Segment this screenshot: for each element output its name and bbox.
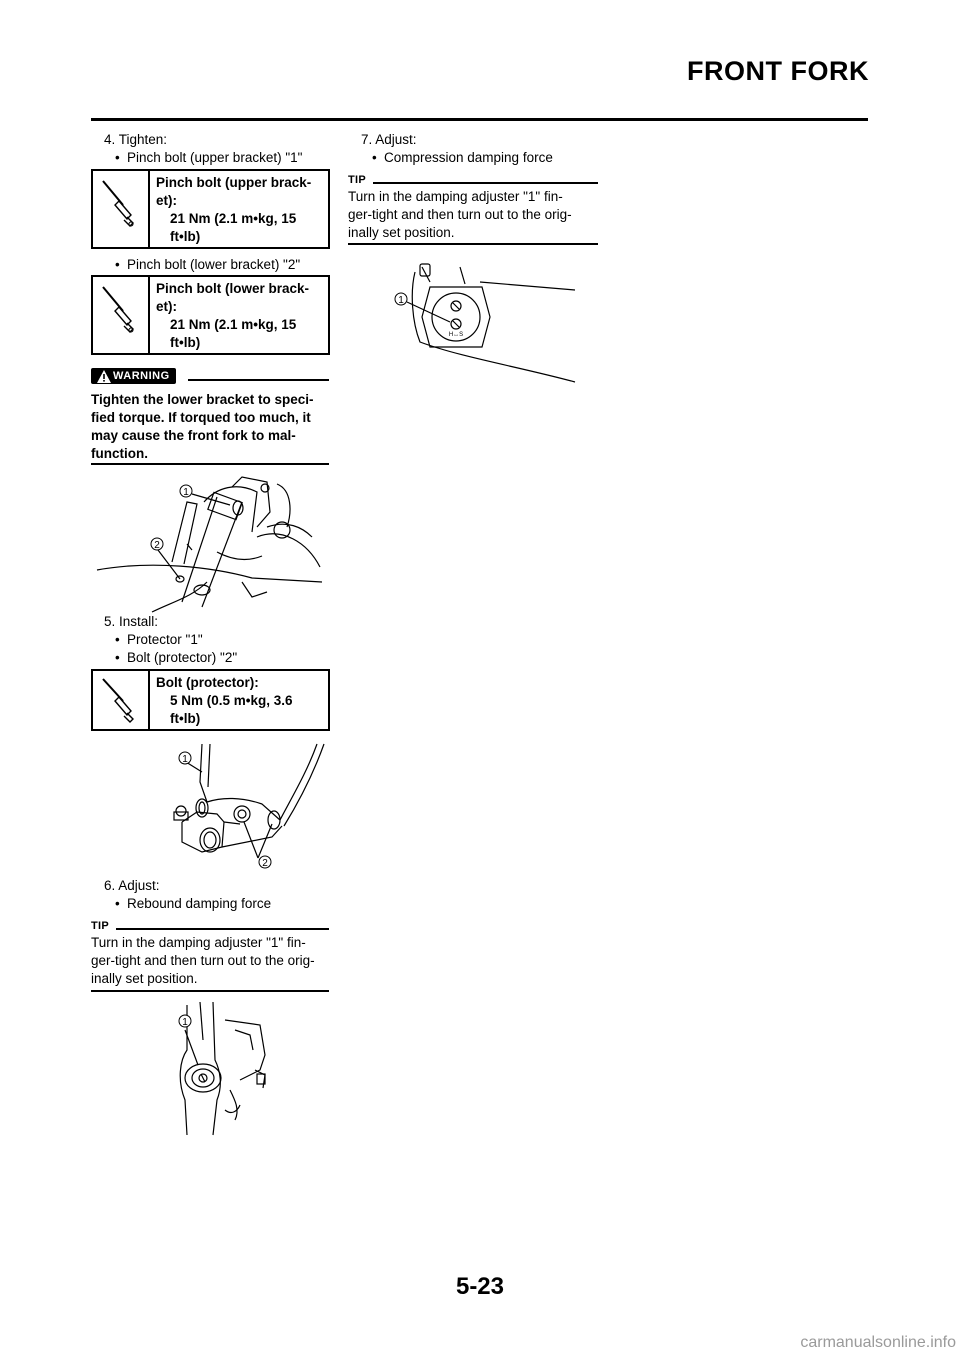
tip-line-3: inally set position. [348,225,455,240]
spec-title-line-2: et): [156,299,177,314]
header-rule [91,118,868,121]
compression-adjuster-illustration [390,262,580,387]
fork-bracket-illustration [92,472,332,612]
tip-text [348,188,572,242]
step-4-bullet-2: • Pinch bolt (lower bracket) "2" [127,256,300,274]
warning-line-1: Tighten the lower bracket to speci- [91,392,314,407]
watermark: carmanualsonline.info [800,1334,956,1351]
step-5-bullet-2: • Bolt (protector) "2" [127,649,237,667]
warning-line-2: fied torque. If torqued too much, it [91,410,311,425]
callout-1: 1 [182,754,188,765]
tip-label: TIP [91,920,110,932]
spec-title-line-1: Pinch bolt (upper brack- [156,175,312,190]
spec-value-line-2: ft•lb) [170,711,201,726]
torque-wrench-icon [93,171,150,247]
tip-line-1: Turn in the damping adjuster "1" fin- [348,189,563,204]
warning-text [91,391,314,463]
step-5-label: 5. Install: [104,614,159,629]
step-7-label: 7. Adjust: [361,132,417,147]
spec-value-line-1: 21 Nm (2.1 m•kg, 15 [170,211,297,226]
spec-value-line-1: 21 Nm (2.1 m•kg, 15 [170,317,297,332]
page-title: FRONT FORK [687,56,869,86]
torque-spec-upper-bracket [91,169,330,249]
warning-triangle-icon [97,370,111,383]
fork-protector-illustration [162,742,332,872]
tip-line-2: ger-tight and then turn out to the orig- [348,207,572,222]
torque-spec-lower-bracket [91,275,330,355]
warning-top-rule [188,379,329,381]
warning-label: WARNING [113,370,170,382]
step-6-bullet-1: • Rebound damping force [127,895,271,913]
tip-bottom-rule [348,243,598,245]
step-4-bullet-1: • Pinch bolt (upper bracket) "1" [127,149,302,167]
callout-2: 2 [154,540,160,551]
warning-bottom-rule [91,463,329,465]
torque-wrench-icon [93,671,150,729]
spec-value-line-2: ft•lb) [170,229,201,244]
tip-line-2: ger-tight and then turn out to the orig- [91,953,315,968]
callout-1: 1 [398,295,404,306]
spec-title-line-1: Pinch bolt (lower brack- [156,281,310,296]
spec-title-line-2: et): [156,193,177,208]
callout-1: 1 [183,487,189,498]
step-7-bullet-1: • Compression damping force [384,149,553,167]
step-4-label: 4. Tighten: [104,132,168,147]
callout-2: 2 [262,858,268,869]
tip-label: TIP [348,174,367,186]
torque-spec-protector-bolt [91,669,330,731]
step-6-label: 6. Adjust: [104,878,160,893]
spec-value-line-2: ft•lb) [170,335,201,350]
dial-label: H↔S [448,332,464,338]
spec-value-line-1: 5 Nm (0.5 m•kg, 3.6 [170,693,293,708]
tip-text [91,934,315,988]
spec-title-line-1: Bolt (protector): [156,675,259,690]
warning-badge [91,368,176,384]
page-number: 5-23 [455,1273,505,1300]
tip-line-1: Turn in the damping adjuster "1" fin- [91,935,306,950]
warning-line-3: may cause the front fork to mal- [91,428,296,443]
torque-wrench-icon [93,277,150,353]
tip-top-rule [373,182,598,184]
warning-line-4: function. [91,446,148,461]
step-5-bullet-1: • Protector "1" [127,631,203,649]
callout-1: 1 [182,1017,188,1028]
tip-line-3: inally set position. [91,971,198,986]
rebound-adjuster-illustration [165,1000,285,1140]
tip-bottom-rule [91,990,329,992]
tip-top-rule [116,928,329,930]
